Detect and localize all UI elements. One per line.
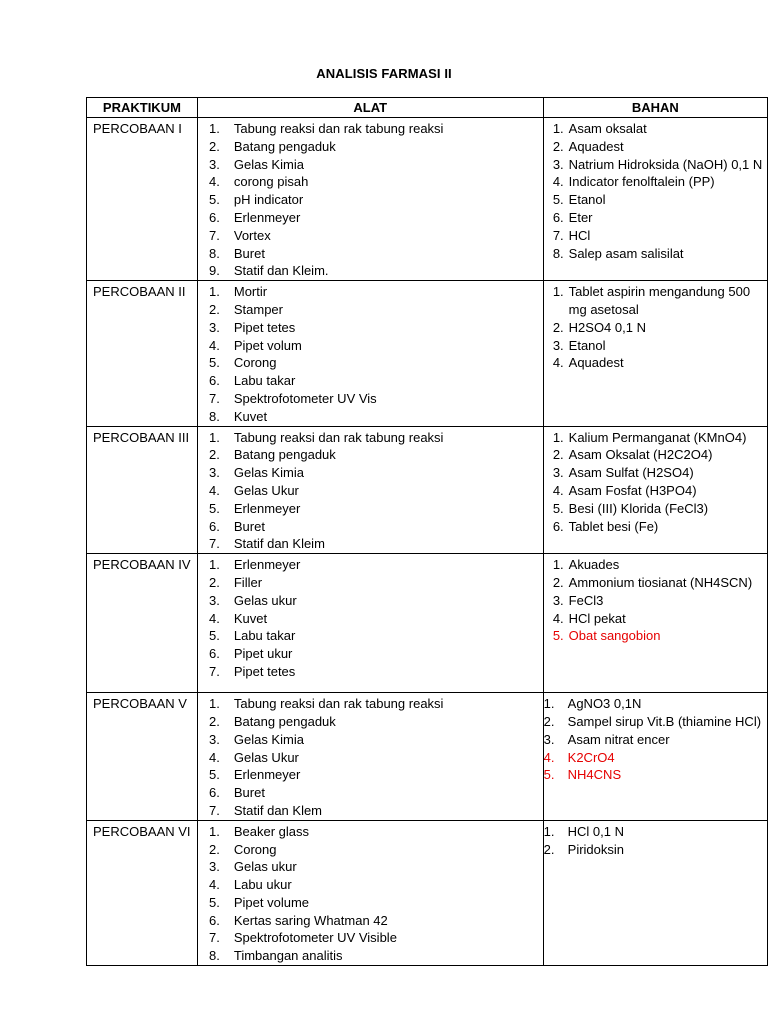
alat-list-item <box>198 627 543 645</box>
item-number: 1. <box>209 284 220 300</box>
item-text: Erlenmeyer <box>233 557 301 573</box>
item-number: 4. <box>209 877 220 893</box>
item-text: Corong <box>233 355 277 371</box>
table-header-row <box>87 98 768 118</box>
item-text: Batang pengaduk <box>233 138 336 154</box>
document-title: ANALISIS FARMASI II <box>316 66 452 81</box>
item-text: Besi (III) Klorida (FeCl3) <box>568 500 709 516</box>
item-number: 1. <box>552 557 564 573</box>
item-text: Salep asam salisilat <box>568 245 684 261</box>
item-text: Buret <box>233 785 265 801</box>
item-text: Gelas ukur <box>233 859 297 875</box>
item-number: 1. <box>209 557 220 573</box>
alat-list-item <box>198 645 543 663</box>
alat-list-item <box>198 876 543 894</box>
item-number: 1. <box>552 284 564 300</box>
item-text: Labu takar <box>233 628 296 644</box>
alat-list <box>198 554 543 681</box>
alat-list-item <box>198 245 543 263</box>
item-number: 2. <box>209 447 220 463</box>
bahan-list <box>544 118 767 262</box>
item-number: 5. <box>209 355 220 371</box>
alat-list <box>198 118 543 280</box>
item-text: Gelas ukur <box>233 592 297 608</box>
alat-list-item <box>198 227 543 245</box>
item-text: Asam Sulfat (H2SO4) <box>568 465 694 481</box>
item-number: 6. <box>209 518 220 534</box>
item-text: Beaker glass <box>233 823 310 839</box>
alat-list-item <box>198 319 543 337</box>
bahan-list-item <box>544 627 767 645</box>
bahan-list-item <box>544 429 767 447</box>
item-number: 2. <box>209 138 220 154</box>
item-text: Spektrofotometer UV Visible <box>233 930 397 946</box>
alat-list-item <box>198 858 543 876</box>
alat-list-item <box>198 262 543 280</box>
item-text: Corong <box>233 841 277 857</box>
alat-list-item <box>198 695 543 713</box>
item-text: Pipet volum <box>233 337 302 353</box>
item-number: 3. <box>543 731 555 747</box>
item-number: 4. <box>552 482 564 498</box>
alat-list-item <box>198 209 543 227</box>
item-number: 1. <box>209 121 220 136</box>
item-text: NH4CNS <box>567 767 622 783</box>
alat-cell <box>197 554 543 693</box>
bahan-cell <box>543 426 767 554</box>
alat-list <box>198 281 543 425</box>
alat-list-item <box>198 390 543 408</box>
item-text: Etanol <box>568 192 606 208</box>
bahan-cell <box>543 820 767 965</box>
item-text: Kertas saring Whatman 42 <box>233 912 388 928</box>
item-number: 6. <box>209 785 220 801</box>
item-text: H2SO4 0,1 N <box>568 319 646 335</box>
item-number: 8. <box>552 245 564 261</box>
item-text: Labu takar <box>233 373 296 389</box>
bahan-list-item <box>544 173 767 191</box>
item-text: Pipet tetes <box>233 319 296 335</box>
item-number: 5. <box>209 894 220 910</box>
item-text: Asam oksalat <box>568 121 647 136</box>
bahan-list-item <box>544 749 767 767</box>
item-text: Mortir <box>233 284 268 300</box>
alat-list-item <box>198 823 543 841</box>
item-text: Statif dan Klem <box>233 802 323 818</box>
item-number: 7. <box>209 390 220 406</box>
alat-list-item <box>198 766 543 784</box>
item-number: 2. <box>543 713 555 729</box>
alat-list-item <box>198 173 543 191</box>
header-praktikum: PRAKTIKUM <box>87 98 198 118</box>
item-text: Eter <box>568 209 593 225</box>
bahan-list-item <box>544 823 767 841</box>
item-number: 8. <box>209 408 220 424</box>
header-bahan: BAHAN <box>543 98 767 118</box>
item-text: FeCl3 <box>568 592 604 608</box>
bahan-list-item <box>544 556 767 574</box>
item-number: 5. <box>209 767 220 783</box>
item-number: 5. <box>209 192 220 208</box>
item-number: 2. <box>209 301 220 317</box>
bahan-list <box>544 693 767 784</box>
item-text: HCl <box>568 227 591 243</box>
alat-list-item <box>198 354 543 372</box>
item-number: 1. <box>209 823 220 839</box>
item-text: Obat sangobion <box>568 628 661 644</box>
item-number: 3. <box>552 465 564 481</box>
item-text: Aquadest <box>568 138 624 154</box>
item-text: Tablet aspirin mengandung 500 mg asetosal <box>568 284 751 317</box>
bahan-list-item <box>544 191 767 209</box>
bahan-list <box>544 281 767 372</box>
alat-list <box>198 427 543 554</box>
item-text: Batang pengaduk <box>233 447 336 463</box>
item-text: Filler <box>233 574 263 590</box>
praktikum-cell: PERCOBAAN VI <box>87 820 198 965</box>
alat-list-item <box>198 301 543 319</box>
item-text: HCl pekat <box>568 610 626 626</box>
item-number: 3. <box>209 592 220 608</box>
alat-list-item <box>198 784 543 802</box>
alat-list-item <box>198 283 543 301</box>
alat-list <box>198 821 543 965</box>
alat-list-item <box>198 929 543 947</box>
alat-cell <box>197 281 543 426</box>
item-number: 2. <box>552 574 564 590</box>
item-text: AgNO3 0,1N <box>567 696 642 712</box>
item-number: 5. <box>543 767 555 783</box>
item-number: 3. <box>209 319 220 335</box>
item-number: 5. <box>552 192 564 208</box>
bahan-cell <box>543 118 767 281</box>
alat-list-item <box>198 535 543 553</box>
bahan-list-item <box>544 464 767 482</box>
item-number: 3. <box>209 731 220 747</box>
item-number: 5. <box>209 500 220 516</box>
bahan-list-item <box>544 695 767 713</box>
alat-list-item <box>198 464 543 482</box>
alat-cell <box>197 693 543 821</box>
praktikum-cell: PERCOBAAN I <box>87 118 198 281</box>
item-text: Timbangan analitis <box>233 948 343 964</box>
item-text: Indicator fenolftalein (PP) <box>568 174 715 190</box>
item-number: 1. <box>552 121 564 136</box>
item-text: Natrium Hidroksida (NaOH) 0,1 N <box>568 156 763 172</box>
alat-list-item <box>198 156 543 174</box>
experiment-table <box>86 97 768 966</box>
item-number: 8. <box>209 948 220 964</box>
item-text: Sampel sirup Vit.B (thiamine HCl) <box>567 713 762 729</box>
alat-list-item <box>198 120 543 138</box>
bahan-list-item <box>544 337 767 355</box>
item-number: 2. <box>209 841 220 857</box>
alat-list-item <box>198 446 543 464</box>
item-text: Kuvet <box>233 610 268 626</box>
item-number: 3. <box>209 859 220 875</box>
bahan-cell <box>543 693 767 821</box>
item-number: 4. <box>552 610 564 626</box>
bahan-list <box>544 554 767 645</box>
bahan-list-item <box>544 446 767 464</box>
item-number: 7. <box>209 802 220 818</box>
item-text: HCl 0,1 N <box>567 823 625 839</box>
table-row <box>87 281 768 426</box>
item-number: 2. <box>552 138 564 154</box>
item-number: 2. <box>543 841 555 857</box>
alat-list-item <box>198 138 543 156</box>
item-number: 8. <box>209 245 220 261</box>
item-text: Erlenmeyer <box>233 767 301 783</box>
alat-list-item <box>198 372 543 390</box>
item-number: 4. <box>552 174 564 190</box>
item-text: Gelas Ukur <box>233 749 299 765</box>
item-text: Pipet tetes <box>233 663 296 679</box>
item-text: Tabung reaksi dan rak tabung reaksi <box>233 121 444 136</box>
item-number: 6. <box>209 912 220 928</box>
bahan-list-item <box>544 574 767 592</box>
item-number: 3. <box>209 465 220 481</box>
item-number: 1. <box>209 429 220 445</box>
alat-list <box>198 693 543 820</box>
item-number: 6. <box>209 373 220 389</box>
bahan-list-item <box>544 731 767 749</box>
table-row <box>87 693 768 821</box>
bahan-list-item <box>544 156 767 174</box>
item-text: Vortex <box>233 227 271 243</box>
bahan-list-item <box>544 209 767 227</box>
item-number: 4. <box>209 749 220 765</box>
item-text: Labu ukur <box>233 877 292 893</box>
item-number: 1. <box>209 696 220 712</box>
bahan-list-item <box>544 841 767 859</box>
item-text: Etanol <box>568 337 606 353</box>
bahan-list-item <box>544 138 767 156</box>
item-text: Kalium Permanganat (KMnO4) <box>568 429 747 445</box>
bahan-cell <box>543 554 767 693</box>
alat-cell <box>197 426 543 554</box>
item-number: 4. <box>209 610 220 626</box>
alat-list-item <box>198 429 543 447</box>
item-text: Asam Oksalat (H2C2O4) <box>568 447 713 463</box>
alat-cell <box>197 820 543 965</box>
alat-cell <box>197 118 543 281</box>
item-text: Gelas Kimia <box>233 156 304 172</box>
item-text: K2CrO4 <box>567 749 615 765</box>
item-number: 4. <box>543 749 555 765</box>
item-number: 1. <box>552 429 564 445</box>
item-number: 5. <box>209 628 220 644</box>
table-row <box>87 118 768 281</box>
bahan-cell <box>543 281 767 426</box>
item-text: Buret <box>233 245 265 261</box>
item-text: Erlenmeyer <box>233 500 301 516</box>
item-number: 3. <box>552 592 564 608</box>
item-number: 6. <box>552 209 564 225</box>
item-text: Statif dan Kleim <box>233 536 325 552</box>
praktikum-cell: PERCOBAAN V <box>87 693 198 821</box>
bahan-list-item <box>544 354 767 372</box>
item-text: Gelas Kimia <box>233 731 304 747</box>
alat-list-item <box>198 841 543 859</box>
item-text: Erlenmeyer <box>233 209 301 225</box>
alat-list-item <box>198 592 543 610</box>
alat-list-item <box>198 574 543 592</box>
bahan-list-item <box>544 610 767 628</box>
bahan-list-item <box>544 766 767 784</box>
item-number: 4. <box>552 355 564 371</box>
item-text: Buret <box>233 518 265 534</box>
alat-list-item <box>198 191 543 209</box>
alat-list-item <box>198 408 543 426</box>
item-text: Batang pengaduk <box>233 713 336 729</box>
alat-list-item <box>198 731 543 749</box>
item-number: 7. <box>552 227 564 243</box>
item-number: 7. <box>209 536 220 552</box>
item-number: 9. <box>209 263 220 279</box>
alat-list-item <box>198 337 543 355</box>
alat-list-item <box>198 482 543 500</box>
table-row <box>87 554 768 693</box>
item-text: Piridoksin <box>567 841 625 857</box>
item-number: 5. <box>552 628 564 644</box>
alat-list-item <box>198 713 543 731</box>
header-alat: ALAT <box>197 98 543 118</box>
bahan-list-item <box>544 227 767 245</box>
table-row <box>87 426 768 554</box>
alat-list-item <box>198 802 543 820</box>
item-text: Tabung reaksi dan rak tabung reaksi <box>233 696 444 712</box>
alat-list-item <box>198 518 543 536</box>
alat-list-item <box>198 500 543 518</box>
item-number: 6. <box>209 209 220 225</box>
item-number: 6. <box>552 518 564 534</box>
item-number: 1. <box>543 823 555 839</box>
bahan-list <box>544 821 767 859</box>
item-number: 7. <box>209 663 220 679</box>
item-number: 2. <box>209 574 220 590</box>
praktikum-cell: PERCOBAAN II <box>87 281 198 426</box>
item-number: 6. <box>209 646 220 662</box>
item-text: Pipet volume <box>233 894 310 910</box>
item-text: Tablet besi (Fe) <box>568 518 659 534</box>
bahan-list-item <box>544 518 767 536</box>
alat-list-item <box>198 749 543 767</box>
item-number: 1. <box>543 696 555 712</box>
item-number: 7. <box>209 930 220 946</box>
praktikum-cell: PERCOBAAN III <box>87 426 198 554</box>
bahan-list-item <box>544 245 767 263</box>
item-number: 7. <box>209 227 220 243</box>
item-number: 3. <box>552 156 564 172</box>
item-text: Pipet ukur <box>233 646 293 662</box>
item-number: 2. <box>552 319 564 335</box>
bahan-list <box>544 427 767 536</box>
item-text: Tabung reaksi dan rak tabung reaksi <box>233 429 444 445</box>
alat-list-item <box>198 894 543 912</box>
table-row <box>87 820 768 965</box>
alat-list-item <box>198 663 543 681</box>
item-number: 4. <box>209 174 220 190</box>
alat-list-item <box>198 610 543 628</box>
bahan-list-item <box>544 319 767 337</box>
bahan-list-item <box>544 592 767 610</box>
bahan-list-item <box>544 500 767 518</box>
item-text: Asam nitrat encer <box>567 731 670 747</box>
item-number: 5. <box>552 500 564 516</box>
item-text: Ammonium tiosianat (NH4SCN) <box>568 574 753 590</box>
item-number: 4. <box>209 482 220 498</box>
item-text: Akuades <box>568 557 620 573</box>
bahan-list-item <box>544 713 767 731</box>
item-number: 3. <box>209 156 220 172</box>
item-text: Asam Fosfat (H3PO4) <box>568 482 697 498</box>
bahan-list-item <box>544 283 767 319</box>
item-text: corong pisah <box>233 174 309 190</box>
alat-list-item <box>198 556 543 574</box>
item-text: pH indicator <box>233 192 304 208</box>
item-number: 2. <box>552 447 564 463</box>
item-text: Gelas Kimia <box>233 465 304 481</box>
praktikum-cell: PERCOBAAN IV <box>87 554 198 693</box>
bahan-list-item <box>544 482 767 500</box>
alat-list-item <box>198 912 543 930</box>
item-text: Spektrofotometer UV Vis <box>233 390 377 406</box>
item-number: 3. <box>552 337 564 353</box>
item-number: 4. <box>209 337 220 353</box>
item-text: Gelas Ukur <box>233 482 299 498</box>
item-text: Statif dan Kleim. <box>233 263 329 279</box>
alat-list-item <box>198 947 543 965</box>
bahan-list-item <box>544 120 767 138</box>
item-text: Aquadest <box>568 355 624 371</box>
item-number: 2. <box>209 713 220 729</box>
item-text: Stamper <box>233 301 283 317</box>
item-text: Kuvet <box>233 408 268 424</box>
